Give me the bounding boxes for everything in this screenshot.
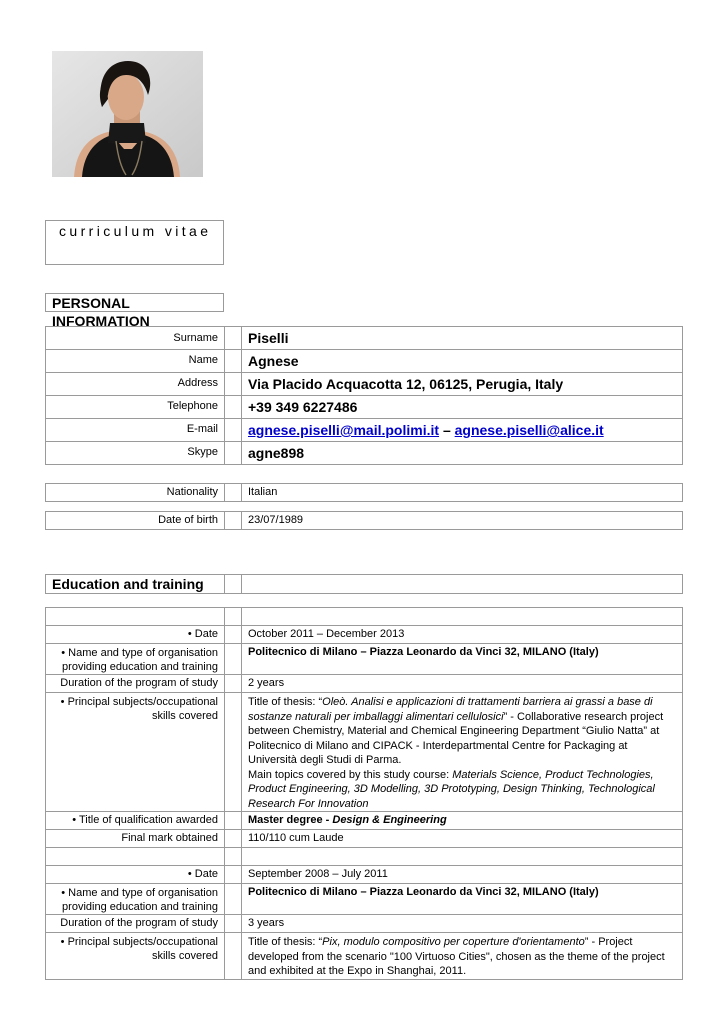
table-row [46, 484, 683, 502]
duration-value: 2 years [242, 675, 683, 693]
address-value: Via Placido Acquacotta 12, 06125, Perugia, Italy [242, 373, 683, 396]
qualification-label: • Title of qualification awarded [46, 812, 225, 830]
name-value: Agnese [242, 350, 683, 373]
skype-value: agne898 [242, 442, 683, 465]
address-label: Address [46, 373, 225, 396]
subjects-value: Title of thesis: “Pix, modulo compositivo per coperture d'orientamento” - Project developed from the scenario "100 Virtuoso Cities", chosen as the theme of the project and exhibited at the Expo in Shanghai, 2011. [242, 933, 683, 980]
subjects-label: • Principal subjects/occupational skills covered [46, 693, 225, 812]
table-row [46, 626, 683, 644]
date-label: • Date [46, 626, 225, 644]
personal-info-heading-text: PERSONAL INFORMATION [52, 295, 150, 329]
education-table [45, 607, 683, 980]
organisation-value: Politecnico di Milano – Piazza Leonardo da Vinci 32, MILANO (Italy) [242, 644, 683, 675]
table-row [46, 830, 683, 848]
thesis-title: Oleò. Analisi e applicazioni di trattamenti barriera ai grassi a base di sostanze naturali per imballaggi alimentari cellulosici [248, 696, 653, 723]
date-value: September 2008 – July 2011 [242, 866, 683, 884]
table-row [46, 396, 683, 419]
nationality-label: Nationality [46, 484, 225, 502]
cv-title: curriculum vitae [59, 223, 212, 239]
education-heading: Education and training [46, 575, 225, 594]
table-row [46, 512, 683, 530]
table-row [46, 644, 683, 675]
duration-value: 3 years [242, 915, 683, 933]
thesis-title: Pix, modulo compositivo per coperture d'orientamento [322, 936, 585, 948]
dob-value: 23/07/1989 [242, 512, 683, 530]
date-value: October 2011 – December 2013 [242, 626, 683, 644]
nationality-value: Italian [242, 484, 683, 502]
table-row [46, 373, 683, 396]
profile-photo [52, 51, 203, 177]
cv-title-box [45, 220, 224, 265]
table-row [46, 608, 683, 626]
duration-label: Duration of the program of study [46, 915, 225, 933]
table-row [46, 419, 683, 442]
name-label: Name [46, 350, 225, 373]
email-value [242, 419, 683, 442]
dob-label: Date of birth [46, 512, 225, 530]
telephone-label: Telephone [46, 396, 225, 419]
surname-value: Piselli [242, 327, 683, 350]
education-heading-table [45, 574, 683, 594]
skype-label: Skype [46, 442, 225, 465]
personal-info-table [45, 326, 683, 465]
dob-table [45, 511, 683, 530]
telephone-value: +39 349 6227486 [242, 396, 683, 419]
surname-label: Surname [46, 327, 225, 350]
topics-list: Materials Science, Product Technologies, Product Engineering, 3D Modelling, 3D Prototyping, Design Thinking, Technological Research For Innovation [248, 768, 655, 810]
personal-info-heading [45, 293, 224, 329]
table-row [46, 327, 683, 350]
organisation-value: Politecnico di Milano – Piazza Leonardo da Vinci 32, MILANO (Italy) [242, 884, 683, 915]
organisation-label: • Name and type of organisation providing education and training [46, 884, 225, 915]
qualification-value: Master degree - Design & Engineering [242, 812, 683, 830]
table-row [46, 575, 683, 594]
table-row [46, 675, 683, 693]
table-row [46, 933, 683, 980]
portrait-image [52, 51, 203, 177]
date-label: • Date [46, 866, 225, 884]
table-row [46, 350, 683, 373]
duration-label: Duration of the program of study [46, 675, 225, 693]
organisation-label: • Name and type of organisation providing education and training [46, 644, 225, 675]
table-row [46, 884, 683, 915]
email-link-alice[interactable]: agnese.piselli@alice.it [454, 422, 604, 438]
subjects-value: Title of thesis: “Oleò. Analisi e applicazioni di trattamenti barriera ai grassi a base di sostanze naturali per imballaggi alimentari cellulosici” - Collaborative research project between Chemistry, Material and Chemical Engineering Department “Giulio Natta” at Politecnico di Milano and CIPACK - Interdepartmental Centre for Packaging at Università degli Studi di Parma. Main topics covered by this study course: Materials Science, Product Technologies, Product Engineering, 3D Modelling, 3D Prototyping, Design Thinking, Technological Research For Innovation [242, 693, 683, 812]
final-mark-value: 110/110 cum Laude [242, 830, 683, 848]
final-mark-label: Final mark obtained [46, 830, 225, 848]
email-label: E-mail [46, 419, 225, 442]
table-row [46, 693, 683, 812]
nationality-table [45, 483, 683, 502]
email-separator: – [442, 422, 451, 438]
table-row [46, 848, 683, 866]
table-row [46, 866, 683, 884]
table-row [46, 915, 683, 933]
subjects-label: • Principal subjects/occupational skills covered [46, 933, 225, 980]
table-row [46, 812, 683, 830]
table-row [46, 442, 683, 465]
email-link-polimi[interactable]: agnese.piselli@mail.polimi.it [248, 422, 440, 438]
